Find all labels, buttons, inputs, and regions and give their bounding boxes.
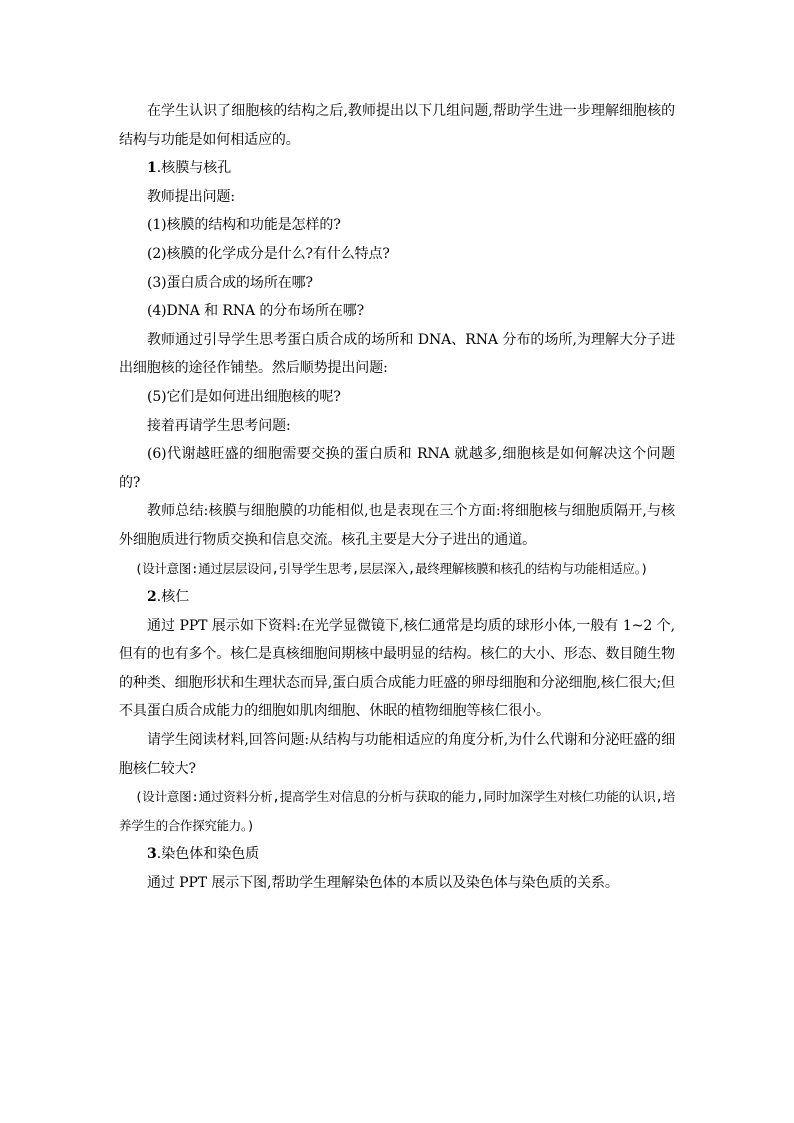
paragraph: 接着再请学生思考问题: (147, 417, 291, 434)
document-body (119, 97, 675, 898)
paragraph: 通过 PPT 展示如下资料:在光学显微镜下,核仁通常是均质的球形小体,一般有 1~2 个,但有的也有多个。核仁是真核细胞间期核中最明显的结构。核仁的大小、形态、数目随生物的种类、细胞形状和生理状态而异,蛋白质合成能力旺盛的卵母细胞和分泌细胞,核仁很大;但不具蛋白质合成能力的细胞如肌肉细胞、休眠的植物细胞等核仁很小。 (119, 617, 675, 720)
question-item: (6)代谢越旺盛的细胞需要交换的蛋白质和 RNA 就越多,细胞核是如何解决这个问题的? (119, 446, 675, 491)
intro-paragraph: 在学生认识了细胞核的结构之后,教师提出以下几组问题,帮助学生进一步理解细胞核的结构与功能是如何相适应的。 (119, 103, 675, 148)
paragraph: 教师总结:核膜与细胞膜的功能相似,也是表现在三个方面:将细胞核与细胞质隔开,与核外细胞质进行物质交换和信息交流。核孔主要是大分子进出的通道。 (119, 503, 675, 548)
section-number: 1 (147, 160, 157, 177)
question-item: (3)蛋白质合成的场所在哪? (147, 274, 313, 291)
section-title: .核膜与核孔 (156, 160, 232, 177)
section-heading-chromosome (119, 840, 675, 869)
section-heading-nucleolus (119, 583, 675, 612)
paragraph: 教师通过引导学生思考蛋白质合成的场所和 DNA、RNA 分布的场所,为理解大分子进出细胞核的途径作铺垫。然后顺势提出问题: (119, 331, 675, 377)
paragraph: 请学生阅读材料,回答问题:从结构与功能相适应的角度分析,为什么代谢和分泌旺盛的细胞核仁较大? (119, 732, 675, 777)
section-heading-nuclear-membrane (119, 154, 675, 183)
design-intent-note: (设计意图:通过资料分析,提高学生对信息的分析与获取的能力,同时加深学生对核仁功能的认识,培养学生的合作探究能力。) (119, 789, 675, 833)
section-title: .染色体和染色质 (156, 846, 260, 863)
section-number: 3 (147, 846, 157, 863)
paragraph: 教师提出问题: (147, 188, 236, 205)
design-intent-note: (设计意图:通过层层设问,引导学生思考,层层深入,最终理解核膜和核孔的结构与功能相适应。) (135, 560, 648, 576)
question-item: (2)核膜的化学成分是什么?有什么特点? (147, 245, 390, 262)
question-item: (5)它们是如何进出细胞核的呢? (147, 388, 341, 405)
question-item: (1)核膜的结构和功能是怎样的? (147, 217, 341, 234)
section-number: 2 (147, 589, 157, 606)
section-title: .核仁 (156, 589, 190, 606)
question-item: (4)DNA 和 RNA 的分布场所在哪? (147, 303, 365, 320)
paragraph: 通过 PPT 展示下图,帮助学生理解染色体的本质以及染色体与染色质的关系。 (147, 875, 619, 892)
